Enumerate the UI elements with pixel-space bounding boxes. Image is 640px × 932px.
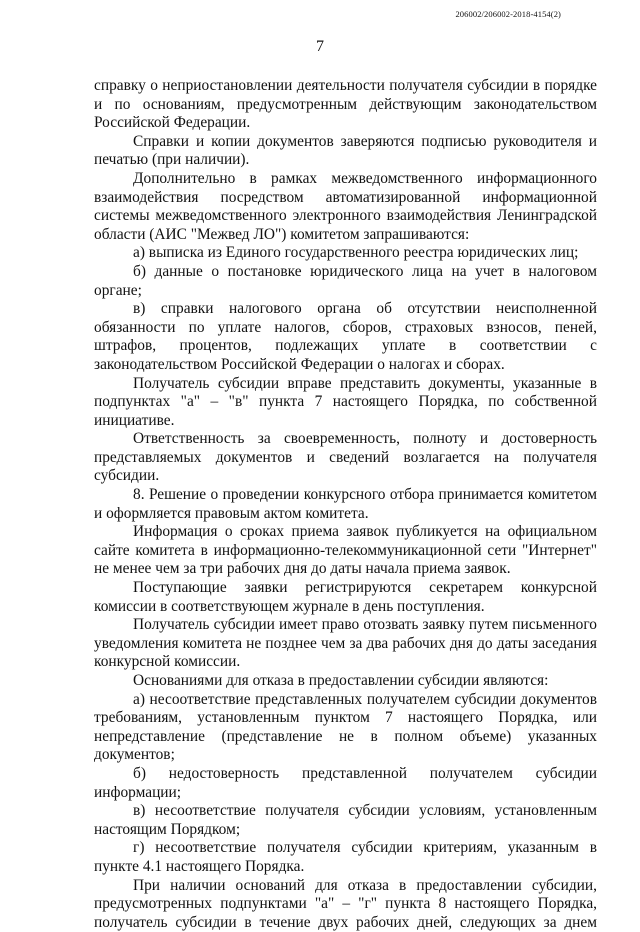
document-id: 206002/206002-2018-4154(2) (455, 9, 561, 19)
page-number: 7 (316, 38, 324, 55)
paragraph: При наличии оснований для отказа в предоставлении субсидии, предусмотренных подпунктами "а" – "г" пункта 8 настоящего Порядка, получатель субсидии в течение двух рабочих дней, следующих за днем (94, 876, 597, 931)
paragraph: Ответственность за своевременность, полноту и достоверность представляемых документов и сведений возлагается на получателя субсидии. (94, 430, 597, 485)
paragraph: в) несоответствие получателя субсидии условиям, установленным настоящим Порядком; (94, 802, 597, 838)
paragraph: в) справки налогового органа об отсутствии неисполненной обязанности по уплате налогов, сборов, страховых взносов, пеней, штрафов, процентов, подлежащих уплате в соответствии с законодательством Российской Федерации о налогах и сборах. (94, 300, 597, 373)
paragraph: б) недостоверность представленной получателем субсидии информации; (94, 764, 597, 801)
paragraph: а) выписка из Единого государственного реестра юридических лиц; (133, 244, 579, 262)
document-body (94, 77, 597, 932)
paragraph: 8. Решение о проведении конкурсного отбора принимается комитетом и оформляется правовым актом комитета. (94, 486, 597, 522)
paragraph: Справки и копии документов заверяются подписью руководителя и печатью (при наличии). (94, 132, 597, 169)
paragraph: г) несоответствие получателя субсидии критериям, указанным в пункте 4.1 настоящего Порядка. (94, 839, 597, 875)
paragraph: Информация о сроках приема заявок публикуется на официальном сайте комитета в информационно-телекоммуникационной сети "Интернет" не менее чем за три рабочих дня до даты начала приема заявок. (94, 523, 597, 578)
paragraph: Основаниями для отказа в предоставлении субсидии являются: (133, 672, 549, 689)
paragraph: Получатель субсидии вправе представить документы, указанные в подпунктах "а" – "в" пункта 7 настоящего Порядка, по собственной инициативе. (94, 374, 597, 429)
paragraph: б) данные о постановке юридического лица на учет в налоговом органе; (94, 262, 597, 299)
paragraph: Получатель субсидии имеет право отозвать заявку путем письменного уведомления комитета не позднее чем за два рабочих дня до даты заседания конкурсной комиссии. (94, 616, 597, 671)
paragraph: Поступающие заявки регистрируются секретарем конкурсной комиссии в соответствующем журнале в день поступления. (94, 579, 597, 615)
paragraph: справку о неприостановлении деятельности получателя субсидии в порядке и по основаниям, предусмотренным действующим законодательством Российской Федерации. (94, 77, 597, 132)
paragraph: Дополнительно в рамках межведомственного информационного взаимодействия посредством автоматизированной информационной системы межведомственного электронного взаимодействия Ленинградской области (АИС "Межвед ЛО") комитетом запрашиваются: (94, 169, 597, 243)
paragraph: а) несоответствие представленных получателем субсидии документов требованиям, установленным пунктом 7 настоящего Порядка, или непредставление (представление не в полном объеме) указанных документов; (94, 690, 597, 764)
